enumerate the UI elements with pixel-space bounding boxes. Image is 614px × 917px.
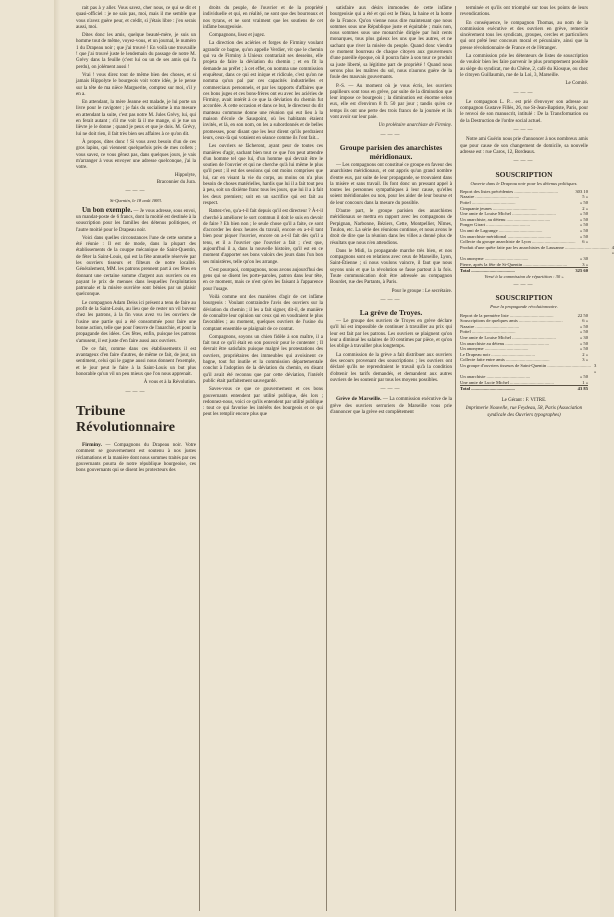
paragraph: Dans le Midi, la propagande marche très bien, et nos compagnons sont en relations avec ceux de Marseille, Lyon, Saint-Étienne ; si nous voulons vaincre, il faut que nous soyons unis et que la révolution se fasse partout à la fois. Toute communication doit être adressée au compagnon Bourdet, rue des Partants, à Paris. xyxy=(330,248,452,286)
signature-title: Braconnier du Jura. xyxy=(156,179,196,185)
subscription-amount: 6 » xyxy=(582,318,588,324)
subscriber-name: Le Drapeau noir ...................................... xyxy=(460,351,535,357)
subscriber-name: Une amie de Lucie Michel ...................................... xyxy=(460,379,554,385)
signature-name: Hippolyte, xyxy=(174,173,196,179)
column-rule xyxy=(455,6,456,911)
subscription-title: SOUSCRIPTION xyxy=(495,293,553,303)
paragraph: — Compagnons du Drapeau noir. Votre comment se gouvernement est soutenu à nos justes réclamations et la manière dont nous sommes traités par ces gouvernants pourra de notre république bourgeoise, ces bons gouvernants qui se disent les protecteurs des xyxy=(76,442,196,474)
paragraph: satisfaire aux désirs immondes de cette infâme bourgeoisie qui a été et qui est le fléau, la haine et la honte de la France. Qu'on vienne nous dire maintenant que nous sommes sous une République juste et équitable ; mais non, nous sommes sous une monarchie dirigée par huit cents monarques, tous plus galeux les uns que les autres, et ne sachant que river la misère du peuple. Quand donc viendra ce moment bourreau de chaque citoyen aux gouverneurs d'une pareille époque, où il pourra faire à son tour ce produit sa juste liberté, sa légitime part de propriété ! Quand nous serons plus les maîtres du sol, nous n'aurons guère de la foule des mauvais gouvernants. xyxy=(330,6,452,81)
subscriber-name: Pierre, après la fête de St-Quentin ...................................... xyxy=(460,261,568,267)
paragraph: rait pas à y aller. Vous savez, cher nous, ce qui se dit et quasi-officiel : je ne sais pas, moi, mais il me semble que vous n'avez guère peur, et crédit, si j'étais libre : j'en serais aussi, moi. xyxy=(76,6,196,30)
paragraph: Compagnons, lisez et jugez. xyxy=(209,33,266,39)
subscription-line xyxy=(460,262,588,268)
subscription-amount: 43 85 xyxy=(577,386,588,392)
notice: Notre ami Guérin nous prie d'annoncer à nos nombreux amis que pour cause de son changement de domicile, sa nouvelle adresse est : rue Caros, 12, Bordeaux. xyxy=(460,137,588,155)
page-fold-shadow xyxy=(54,0,60,917)
subscriber-name: Nazaire ...................................... xyxy=(460,323,520,329)
separator: ——— xyxy=(125,189,147,195)
subscription-intro: Ouverte dans le Drapeau noir pour les détenus politiques. xyxy=(470,180,578,186)
printer-imprint: Imprimerie Nouvelle, rue Feydeau, 58, Paris (Association syndicale des Ouvriers typographes) xyxy=(465,406,583,418)
subscription-amount: » 50 xyxy=(579,200,588,206)
subscriber-name: Nazaire ...................................... xyxy=(460,194,520,200)
paragraph: terminée et qu'ils ont triomphé sur tous les points de leurs revendications. xyxy=(460,6,588,18)
paragraph: En attendant, la mère Jeanne est malade, je lui porte un livre pour le ravigoter ; je fais du socialisme à ma mesure en attendant la suite, c'est pas notre M. Jules Grévy, lui, qui en ferait autant ; s'il me voit là il me mange, si je tue un lièvre je le donne ; quand je peux et que je dois. M. Grévy, lui ne doit rien, il fait très bien ses affaires à ce qu'on dit. xyxy=(76,100,196,137)
subscription-amount: 3 » xyxy=(582,357,588,363)
separator: ——— xyxy=(380,297,402,303)
subscriber-name: Une amie de Louise Michel ...................................... xyxy=(460,335,556,340)
subscriber-name: Collecte faite entre amis ...................................... xyxy=(460,357,550,363)
column-3 xyxy=(330,6,452,911)
signature: Pour le groupe : Le secrétaire. xyxy=(391,288,452,294)
subscription-amount: » 50 xyxy=(579,227,588,233)
column-rule xyxy=(199,6,200,911)
subscriber-name: Pottel ...................................... xyxy=(460,329,516,335)
subscriber-name: Une amie de Louise Michel ...................................... xyxy=(460,211,556,217)
subscriber-name: Un anarchiste méridional ...................................... xyxy=(460,233,552,239)
separator: ——— xyxy=(513,128,535,134)
column-4 xyxy=(460,6,614,911)
article-title: La grève de Troyes. xyxy=(359,308,423,318)
subscription-amount: » 30 xyxy=(579,335,588,340)
signature: Un prolétaire anarchiste de Firminy. xyxy=(378,123,452,129)
paragraph: — Le groupe des ouvriers de Troyes en grève déclare qu'il lui est impossible de continuer à travailler au prix qui leur est fait par les patrons. Les ouvriers se plaignent qu'on leur a diminué les salaires de 10 centimes par pièce, et qu'on les oblige à travailler plus longtemps. xyxy=(330,319,452,350)
subscription-amount: » 50 xyxy=(579,211,588,217)
subscription-list-1 xyxy=(460,188,614,274)
subscriber-name: Ponger Girart ...................................... xyxy=(460,222,530,228)
subscription-amount: 2 » xyxy=(582,205,588,211)
subscription-amount: 6 » xyxy=(582,239,588,245)
article-title: Groupe parisien des anarchistes méridionaux. xyxy=(339,142,443,161)
subscription-amount: » 30 xyxy=(579,255,588,261)
separator: ——— xyxy=(513,159,535,165)
subscriber-name: Un anarchiste, au détenu ...................................... xyxy=(460,216,551,222)
separator: ——— xyxy=(513,283,535,289)
paragraph: — La commission exécutive de la grève des ouvriers serruriers de Marseille vous prie d'annoncer que la grève est complètement xyxy=(330,397,452,416)
paragraph: Les ouvriers se fâcheront, ayant peur de toutes ces manières d'agir, sachant bien tout ce que l'on peut attendre d'un homme tel que lui, d'un homme qui devrait être le soutien de l'ouvrier et qui ne cherche qu'à lui même le plus qu'il peut ; il est des sessions qui ont moins comprises que lui, car en visant la vie du corps, au moins on n'a plus besoin de choses matérielles, hardis que lui il a fait tout peu à peu, soit un dixième franc tous les jours, que lui il a à fait les deux premiers; soit en un sacrifice qui est fait au respect. xyxy=(203,144,323,206)
subscriber-name: Collecte du groupe anarchiste de Lyon ...................................... xyxy=(460,239,576,245)
paragraph: Voici dans quelles circonstances l'une de cette somme a été réunie : Il est de mode, dans la plupart des établissements de la couppe mécanique de Saint-Quentin, de fêter la Saint-Louis, qui est la fête annuelle réservée par les ouvriers tisseurs et filteurs de notre localité. Généralement, MM. les patrons prennent part à ces fêtes en donnant une certaine somme d'argent aux ouvriers ou en payant le prix de menues dans lesquelles l'exploitation patronale et la misère ouvrière sont bénies par un plaisir quelconque. xyxy=(76,235,196,298)
paragraph: D'autre part, le groupe parisien des anarchistes méridionaux se mettra en rapport avec les compagnons de Perpignan, Narbonne, Béziers, Cette, Montpellier, Nîmes, Toulon, etc. La série des réunions continue, et nous avons le droit de dire que la réunion dans les villes a donné plus de résultats que nous n'en attendions. xyxy=(330,209,452,246)
subscriber-name: Cinquante jeunes ...................................... xyxy=(460,205,537,211)
paragraph: La commission de la grève a fait distribuer aux ouvriers des secours provenant des souscriptions ; les ouvriers ont déclaré qu'ils ne reprendraient le travail qu'à la condition d'obtenir les tarifs demandés, et demandent aux autres ouvriers de les soutenir par tous les moyens possibles. xyxy=(330,352,452,383)
subscription-amount: » 50 xyxy=(579,233,588,239)
separator: ——— xyxy=(380,132,402,138)
subscriber-name: Un ami de Lagrange ...................................... xyxy=(460,227,543,233)
subscription-intro: Pour la propagande révolutionnaire. xyxy=(490,304,558,310)
paragraph: Rattez-t'en, qu'a-t-il fait depuis qu'il est directeur ? À-t-il cherché à améliorer le sort commun il doit le suis en devoir de faire ? Eh bien non ; le seule chose qu'il a faite, ce sont d'accorder les deux heures du travail, encore en a-t-il tant bien pour piquer l'ouvrier, encore on a-t-il fait dès qu'il a tenu, et il a l'ouvrier que l'ouvrier a fait ; c'est que, aujourd'hui il a, dans la nouvelle histoire, qu'il est en ce moment d'apporter ses bons valoirs des jours dans l'un bon ses ministères, telle qu'on les arrange. xyxy=(203,209,323,265)
subscriber-name: Produit d'une quête faite par les anarchistes de Lausanne ...................................... xyxy=(460,244,609,250)
subscription-amount: 2 » xyxy=(582,351,588,357)
subscriber-name: Total ...................................... xyxy=(460,386,515,392)
article-title: Grève de Marseille. xyxy=(336,396,382,403)
paragraph: P.-S. — Au moment où je vous écris, les ouvriers papilleurs sont tous en grève, par suite de la diminution que leur impose ce bourgeois ; la diminution est énorme selon eux, elle est d'environ 8 fr. 50 par jour ; tandis qu'en ce temps ils ont une perte des trois francs de la journée et ils vont avoir sur leur paie. xyxy=(330,83,452,121)
column-2 xyxy=(203,6,323,911)
subscriber-name: Un anonyme ...................................... xyxy=(460,255,529,261)
subscriber-name: Report de la première liste ...................................... xyxy=(460,312,554,318)
subscription-amount: » 50 xyxy=(579,346,588,352)
paragraph: En conséquence, le compagnon Thomas, au nom de la commission exécutive et des ouvriers en grève, remercie sincèrement tous les syndicats, groupes, cercles et particuliers qui ont prêté leur concours moral et pécuniaire, ainsi que la presse révolutionnaire de France et de l'étranger. xyxy=(460,20,588,51)
subscription-amount: 3 » xyxy=(582,261,588,267)
subscription-amount: 325 60 xyxy=(575,268,588,274)
separator: ——— xyxy=(513,90,535,96)
paragraph: — Les compagnons ont constitué ce groupe en faveur des anarchistes méridionaux, et ont appris qu'un grand nombre d'entre eux, par suite de leur propagande, se trouvaient dans la misère et sans travail. Ils font donc un pressant appel à toutes les personnes sympathiques à leur cause, qu'elles soient méridionales ou non, pour les aider de leur bourse et de leur concours dans la mesure du possible. xyxy=(330,162,452,206)
subscription-amount: 3 » xyxy=(593,362,597,374)
paragraph: De ce fait, comme dans ces établissements il est avantageux d'en faire d'autres, de même ce fait, de jour, un sentiment, celui qui le gagne aussi nous donnent l'exemple, et le jour peut le faire à la Saint-Louis un but plus honorable qu'un vil un peu mieux que l'on nous apprenait. xyxy=(76,346,196,378)
place-name: Firminy. xyxy=(82,441,102,448)
section-title-tribune: Tribune Révolutionnaire xyxy=(76,403,176,435)
subscription-line xyxy=(460,380,588,386)
subscriber-name: Souscriptions de quelques amis ...................................... xyxy=(460,318,563,324)
column-1 xyxy=(76,6,196,911)
subscription-line xyxy=(460,385,588,392)
column-rule xyxy=(326,6,327,911)
subscription-list-2 xyxy=(460,312,597,392)
subscription-line xyxy=(460,267,588,274)
paragraph: Vrai ! vous direz tout de même bien des choses, et si jamais Hippolyte le bourgeois voit votre idée, je le pense sur la tête de ma nièce Marguerite, comptez sur moi, s'il y en a. xyxy=(76,72,196,97)
subscription-amount: » 50 xyxy=(579,340,588,346)
paragraph: Le compagnon Adam Deiss ici présent a tenu de faire au profit de la Saint-Louis, au lieu que de rester un vil buveur chez les patrons, à la fin vous avez vu les ouvriers de l'usine une partie qui a été consommée pour faire une bonne action, telle que pour l'œuvre de l'anarchie, et pour la propagande des idées. Ces fêtes, enfin, puisque les patrons s'amusent, il est juste d'en faire aussi aux ouvriers. xyxy=(76,300,196,344)
paragraph: Dites donc les amis, quelque beauté-mère, je suis un homme tout de même, voyez-vous, et un journal, le numéro 1 du Drapeau noir ; que j'ai trouvé ! En voilà une trouvaille ! que j'ai trouvé juste le lendemain du passage de notre M. Grévy dans la feuille (c'est lui ou un de ses amis qui l'a perdu), on jolément aussi ! xyxy=(76,33,196,70)
subscriber-name: Total ...................................... xyxy=(460,268,515,274)
paragraph: droits du peuple, de l'ouvrier et de la propriété individuelle et qui, en réalité, ne sont que des bourreaux et nos tyrans, et ne sont vraiment que les soutiens de cet infâme bourgeoisie. xyxy=(203,6,323,30)
dateline: St-Quentin, le 18 août 1883. xyxy=(109,198,163,204)
paragraph: — Je vous adresse, sous envoi, un mandat-poste de 6 francs, dont la moitié est destinée à la souscription pour les familles des détenus politiques, et l'autre moitié pour le Drapeau noir. xyxy=(76,208,197,233)
notice: Le compagnon L. P... est prié d'envoyer son adresse au compagnon Gustave Fillès, 26, rue St-Jean-Baptiste, Paris, pour le renvoi de son manuscrit, intitulé : De la Transformation ou de la Destruction de l'ordre social actuel. xyxy=(460,99,588,124)
gerant: Le Gérant : F. VITRE. xyxy=(501,397,547,403)
subscription-amount: » 50 xyxy=(579,323,588,329)
subscription-amount: » 50 xyxy=(579,222,588,228)
article-title: Un bon exemple. xyxy=(82,205,133,214)
subscription-note: Versé à la commission de répartition : 30 » xyxy=(484,273,564,279)
subscription-amount: » 50 xyxy=(579,216,588,222)
subscription-amount: 303 10 xyxy=(575,188,588,194)
subscriber-name: Report des listes précédentes ...................................... xyxy=(460,188,558,194)
subscription-amount: 5 » xyxy=(582,194,588,200)
subscription-line xyxy=(460,244,614,256)
subscription-line xyxy=(460,362,597,374)
paragraph: La direction des aciéries et forges de Firminy voulant agrandir ce bagne, qu'on appelle Verdier, vit que le chemin qui va de Firminy à Unieux contrariait ses desseins, elle projeta de faire la déviation du chemin ; et en fit la demande au préfet ; à cet effet, on nomma une commission enquêteur, dans ce qui est inique et ridicule, c'est qu'on ne nomma qu'un pal par ces capacités industrielles et commerciaux personnels, et par les rapports d'affaires que ces bons juges et ces bons-frères ont eu avec les aciéries de Firminy, avait intérêt à ce que la déviation du chemin fut accordée. À cette occasion et dans ce but, le directeur du dit manteau commune donne une réunion qui eut lieu à la maison d'école de Sauspoint, où les habitants étaient invités, et là, en son nom, on les a subordonnés et de belles promesses, pour disant que les leur dirent qu'ils perdraient leurs, ceux-là qui votaient en séance comme ils l'ont fait... xyxy=(203,41,323,141)
paragraph: À propos, dites donc ! Si vous avez besoin d'un de ces gros lapins, qui viennent quelquefois près de mes collets ; vous savez, ce vous gênez pas, dans quelques jours, je vais m'arranger à vous envoyer une adresse quelconque, j'ai la votre. xyxy=(76,139,196,171)
paragraph: Compagnons, soyons un chien fidèle à son maître, il a fait tout ce qu'il était en son pouvoir pour le contenter ; Il devrait être satisfaits puisque malgré les protestations des ouvriers, propriétaires des immeubles qui avoisinent ce bagne, tout fut inutile et la commission départementale conclut à l'adoption de la déviation du chemin, en disant qu'il avait été reconnu que par cette déviation, l'intérêt public était parfaitement sauvegardé. xyxy=(203,334,323,384)
paragraph: Saves-vous ce que ce gouvernement et ces bons gouvernants entendent par utilité publique, dès lors ; redonnez-nous, voici ce qu'ils entendent par utilité publique : tout ce qui favorise les intérêts des bourgeois et ce qui peut les remplir encore plus que xyxy=(203,387,323,418)
paragraph: La commission prie les détenteurs de listes de souscription de vouloir bien les faire parvenir le plus promptement possible au siège du syndicat, rue du Chêne, 2, café du Kiosque, ou chez le citoyen Guillaumin, rue de la Loi, 3, Marseille. xyxy=(460,54,588,78)
subscriber-name: Un groupe d'ouvriers tisseurs de Saint-Quentin ...................................... xyxy=(460,362,591,368)
signature: Le Comité. xyxy=(565,81,588,87)
subscriber-name: Pottel ...................................... xyxy=(460,200,516,206)
subscription-amount: » 50 xyxy=(579,374,588,380)
paragraph: Voilà comme ont des manières d'agir de cet infâme bourgeois : Voulant contraindre l'avis des ouvriers sur la déviation du chemin ; il les a fait signer, dit-il, de manière de connaître leur opinion sur ceux qui en voudraient le plus favorables ; au moment, quelques ouvriers de l'usine du comptant ensemble se plaignait de ce contrat. xyxy=(203,295,323,332)
closing: À vous et à la Révolution. xyxy=(143,380,196,386)
subscription-amount: 4 » xyxy=(611,244,614,256)
subscription-amount: 22 50 xyxy=(577,312,588,318)
separator: ——— xyxy=(125,389,147,395)
subscription-amount: » 50 xyxy=(579,329,588,335)
subscription-amount: 1 » xyxy=(582,379,588,385)
subscriber-name: Un anarchiste au détenu ...................................... xyxy=(460,340,550,346)
subscription-title: SOUSCRIPTION xyxy=(495,169,553,179)
subscriber-name: Un anarchiste ...................................... xyxy=(460,374,531,380)
subscriber-name: Un anonyme ...................................... xyxy=(460,346,529,352)
separator: ——— xyxy=(380,387,402,393)
paragraph: C'est pourquoi, compagnons, nous avons aujourd'hui des gens qui se disent les porte-paroles, patron dans leur tête, en ce moment, mais ce n'est qu'en les faisant à l'apparence pour l'usage. xyxy=(203,267,323,292)
